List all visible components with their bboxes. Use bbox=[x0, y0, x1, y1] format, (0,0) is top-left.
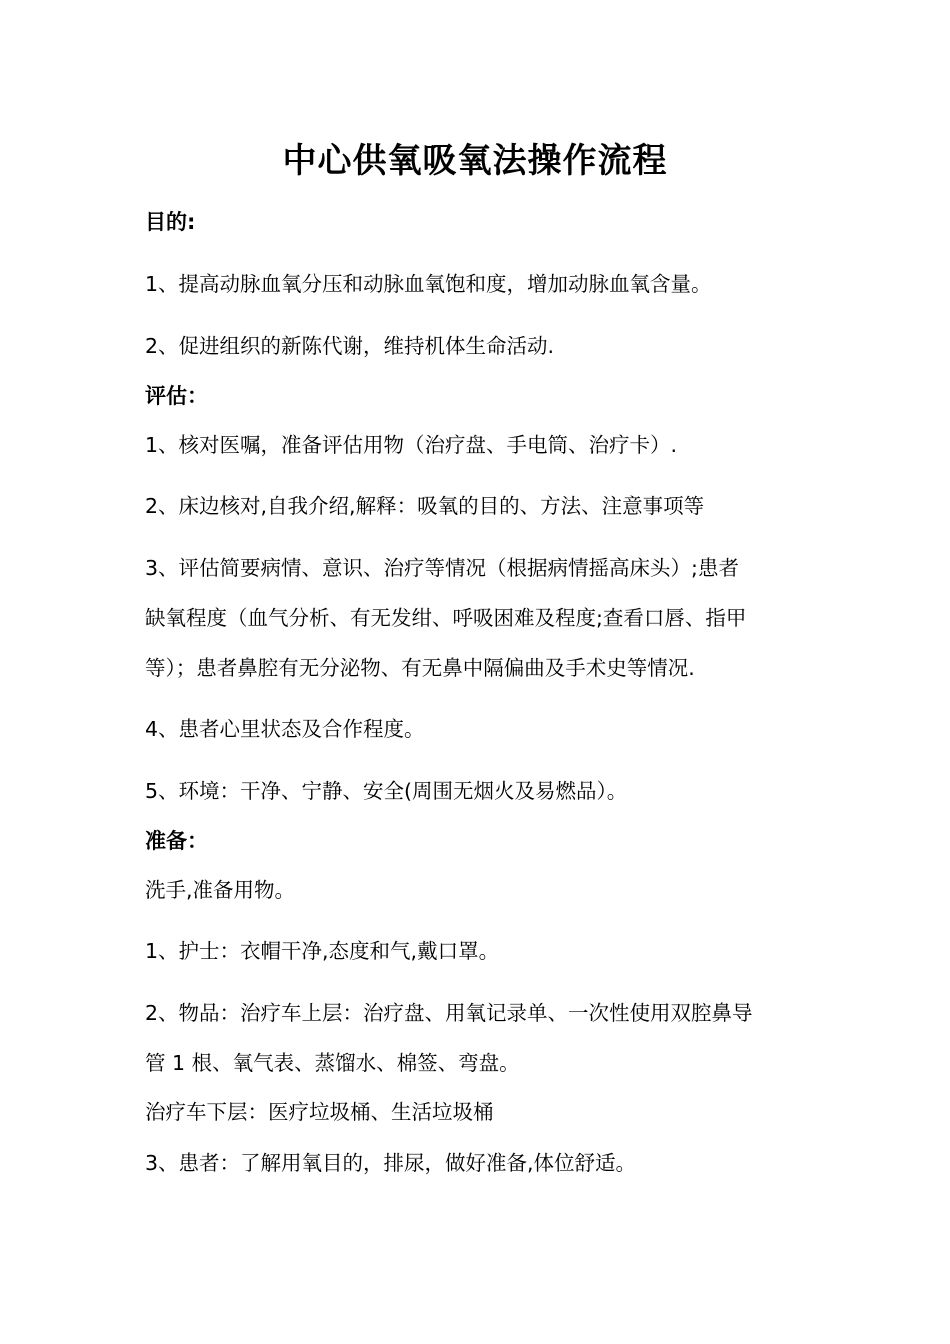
preparation-item: 1、护士：衣帽干净,态度和气,戴口罩。 bbox=[145, 939, 500, 963]
purpose-item: 2、促进组织的新陈代谢，维持机体生命活动. bbox=[145, 334, 555, 358]
assessment-item: 2、床边核对,自我介绍,解释：吸氧的目的、方法、注意事项等 bbox=[145, 494, 705, 518]
preparation-item: 治疗车下层：医疗垃圾桶、生活垃圾桶 bbox=[145, 1100, 494, 1124]
preparation-item: 管 1 根、氧气表、蒸馏水、棉签、弯盘。 bbox=[145, 1051, 520, 1075]
assessment-item: 3、评估简要病情、意识、治疗等情况（根据病情摇高床头）;患者 bbox=[145, 556, 739, 580]
section-heading-purpose: 目的: bbox=[145, 210, 196, 234]
assessment-item: 缺氧程度（血气分析、有无发绀、呼吸困难及程度;查看口唇、指甲 bbox=[145, 606, 747, 630]
assessment-item: 等）；患者鼻腔有无分泌物、有无鼻中隔偏曲及手术史等情况. bbox=[145, 656, 695, 680]
preparation-item: 3、患者：了解用氧目的，排尿，做好准备,体位舒适。 bbox=[145, 1151, 637, 1175]
purpose-item: 1、提高动脉血氧分压和动脉血氧饱和度，增加动脉血氧含量。 bbox=[145, 272, 712, 296]
assessment-item: 1、核对医嘱，准备评估用物（治疗盘、手电筒、治疗卡）. bbox=[145, 433, 678, 457]
assessment-item: 5、环境：干净、宁静、安全(周围无烟火及易燃品）。 bbox=[145, 779, 628, 803]
preparation-item: 洗手,准备用物。 bbox=[145, 878, 296, 902]
page-title: 中心供氧吸氧法操作流程 bbox=[282, 141, 668, 181]
section-heading-assessment: 评估： bbox=[145, 384, 208, 408]
assessment-item: 4、患者心里状态及合作程度。 bbox=[145, 717, 425, 741]
section-heading-preparation: 准备： bbox=[145, 829, 208, 853]
preparation-item: 2、物品：治疗车上层：治疗盘、用氧记录单、一次性使用双腔鼻导 bbox=[145, 1001, 753, 1025]
